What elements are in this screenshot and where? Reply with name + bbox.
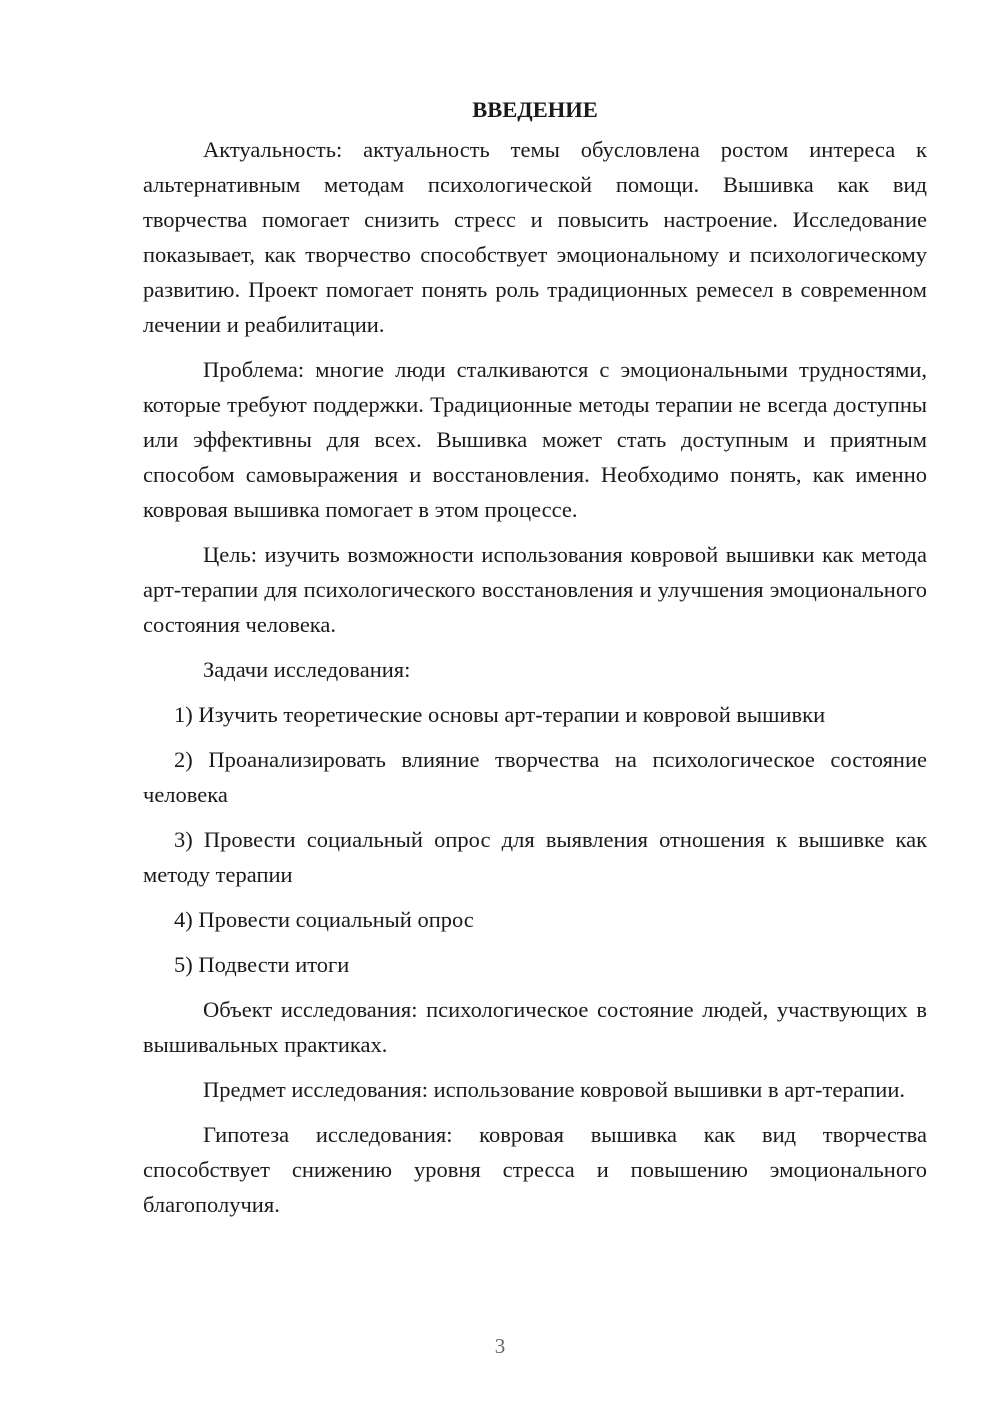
page-content (143, 92, 927, 1232)
paragraph-goal: Цель: изучить возможности использования ковровой вышивки как метода арт-терапии для психологического восстановления и улучшения эмоционального состояния человека. (143, 542, 927, 637)
task-item-4: 4) Провести социальный опрос (174, 907, 474, 932)
page-number: 3 (494, 1334, 506, 1358)
task-item-5: 5) Подвести итоги (174, 952, 350, 977)
paragraph-subject: Предмет исследования: использование ковровой вышивки в арт-терапии. (203, 1077, 905, 1102)
paragraph-hypothesis: Гипотеза исследования: ковровая вышивка как вид творчества способствует снижению уровня стресса и повышению эмоционального благополучия. (143, 1122, 927, 1217)
page-title: ВВЕДЕНИЕ (472, 97, 598, 122)
paragraph-tasks-heading: Задачи исследования: (203, 657, 411, 682)
task-item-3: 3) Провести социальный опрос для выявления отношения к вышивке как методу терапии (143, 827, 927, 887)
paragraph-problem: Проблема: многие люди сталкиваются с эмоциональными трудностями, которые требуют поддержки. Традиционные методы терапии не всегда доступны или эффективны для всех. Вышивка может стать доступным и приятным способом самовыражения и восстановления. Необходимо понять, как именно ковровая вышивка помогает в этом процессе. (143, 357, 927, 522)
paragraph-relevance: Актуальность: актуальность темы обусловлена ростом интереса к альтернативным методам психологической помощи. Вышивка как вид творчества помогает снизить стресс и повысить настроение. Исследование показывает, как творчество способствует эмоциональному и психологическому развитию. Проект помогает понять роль традиционных ремесел в современном лечении и реабилитации. (143, 137, 927, 337)
task-item-1: 1) Изучить теоретические основы арт-терапии и ковровой вышивки (174, 702, 826, 727)
task-item-2: 2) Проанализировать влияние творчества на психологическое состояние человека (143, 747, 927, 807)
paragraph-object: Объект исследования: психологическое состояние людей, участвующих в вышивальных практиках. (143, 997, 927, 1057)
